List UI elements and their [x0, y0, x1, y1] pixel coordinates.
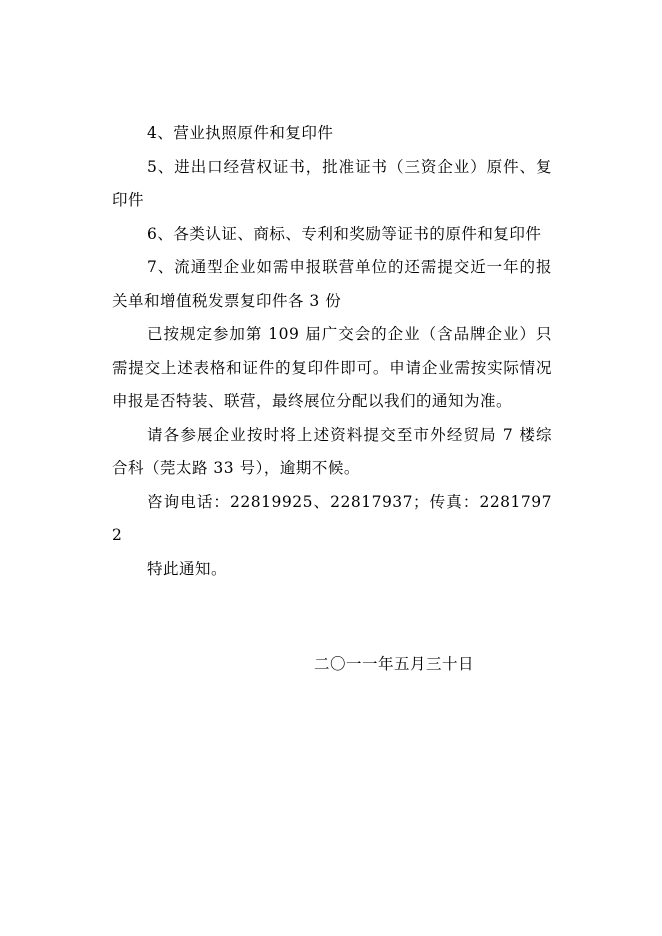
paragraph-submission-deadline: 请各参展企业按时将上述资料提交至市外经贸局 7 楼综合科（莞太路 33 号），逾期不候。: [112, 425, 552, 477]
item-certifications: 6、各类认证、商标、专利和奖励等证书的原件和复印件: [147, 224, 542, 243]
item-distribution-enterprise: 7、流通型企业如需申报联营单位的还需提交近一年的报关单和增值税发票复印件各 3 份: [112, 258, 552, 310]
closing-notice: 特此通知。: [147, 559, 228, 578]
paragraph-previous-exhibitors: 已按规定参加第 109 届广交会的企业（含品牌企业）只需提交上述表格和证件的复印件即可。申请企业需按实际情况申报是否特装、联营，最终展位分配以我们的通知为准。: [112, 325, 552, 410]
contact-info: 咨询电话：22819925、22817937；传真：22817972: [112, 492, 552, 544]
item-trade-certificate: 5、进出口经营权证书，批准证书（三资企业）原件、复印件: [112, 157, 552, 209]
item-business-license: 4、营业执照原件和复印件: [147, 124, 334, 142]
notice-body: [112, 117, 552, 586]
document-date: 二〇一一年五月三十日: [314, 655, 475, 673]
